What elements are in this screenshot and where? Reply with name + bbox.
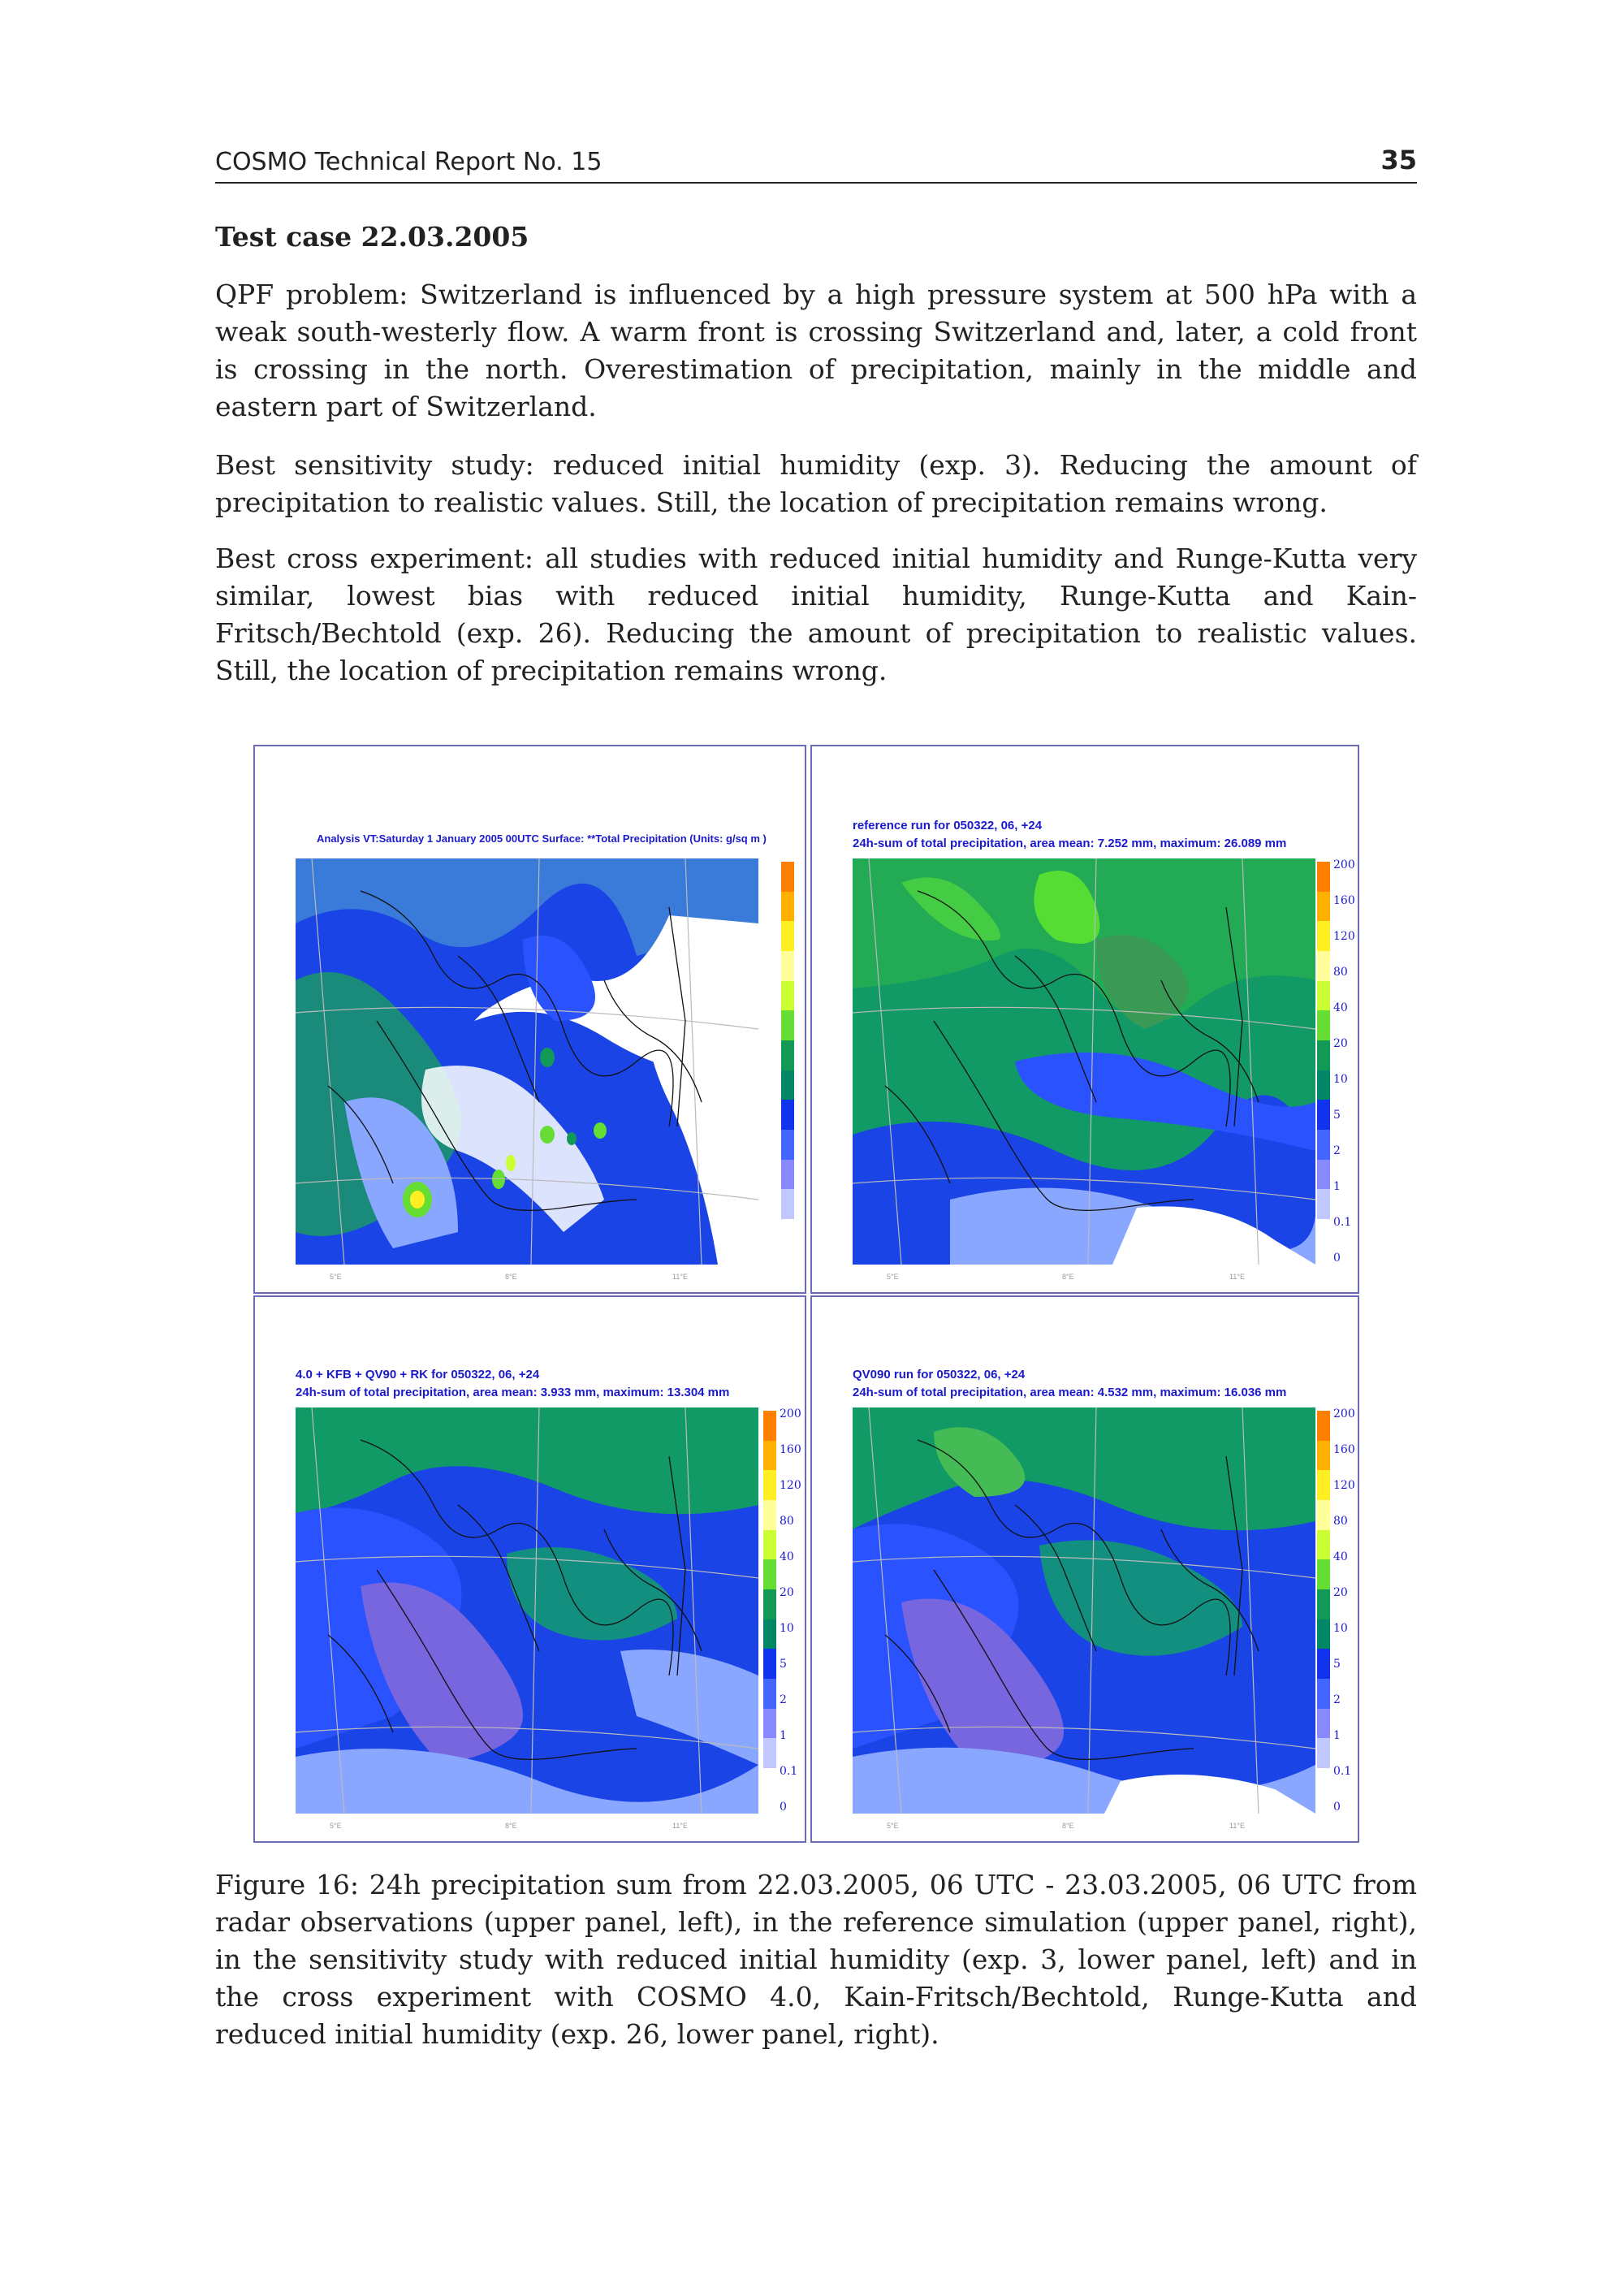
colorbar-label: 200: [1333, 1407, 1355, 1420]
section-title: Test case 22.03.2005: [215, 221, 529, 253]
figure-caption: Figure 16: 24h precipitation sum from 22.03.2005, 06 UTC - 23.03.2005, 06 UTC from radar observations (upper panel, left), in the reference simulation (upper panel, right), in the sensitivity study with reduced initial humidity (exp. 3, lower panel, left) and in the cross experiment with COSMO 4.0, Kain-Fritsch/Bechtold, Runge-Kutta and reduced initial humidity (exp. 26, lower panel, right).: [215, 1869, 1417, 2050]
colorbar-label: 0: [1333, 1252, 1341, 1265]
panel-exp26: [253, 1295, 806, 1843]
colorbar-label: 1: [1333, 1180, 1341, 1193]
colorbar-label: 10: [1333, 1073, 1348, 1086]
panel-radar-axis-label-1: 5°E: [330, 1273, 342, 1281]
colorbar-label: 5: [780, 1658, 787, 1671]
panel-exp26-map: [296, 1407, 758, 1814]
panel-exp3-axis-label-2: 8°E: [1062, 1822, 1074, 1830]
panel-exp3-title-line2: 24h-sum of total precipitation, area mean: 4.532 mm, maximum: 16.036 mm: [853, 1386, 1287, 1399]
colorbar-label: 200: [1333, 858, 1355, 871]
colorbar-label: 2: [1333, 1144, 1341, 1157]
paragraph-best-cross: Best cross experiment: all studies with reduced initial humidity and Runge-Kutta very similar, lowest bias with reduced initial humidity, Runge-Kutta and Kain-Fritsch/Bechtold (exp. 26). Reducing the amount of precipitation to realistic values. Still, the location of precipitation remains wrong.: [215, 543, 1417, 686]
colorbar-label: 2: [1333, 1693, 1341, 1706]
panel-radar-axis-label-3: 11°E: [672, 1273, 688, 1281]
page-number: 35: [1380, 145, 1417, 175]
colorbar-label: 0.1: [1333, 1765, 1352, 1778]
colorbar-label: 160: [1333, 894, 1355, 907]
panel-exp3-axis-label-3: 11°E: [1229, 1822, 1245, 1830]
panel-radar: [253, 745, 806, 1294]
colorbar-label: 0: [780, 1801, 787, 1814]
colorbar-label: 120: [780, 1479, 801, 1492]
panel-exp26-axis-label-1: 5°E: [330, 1822, 342, 1830]
panel-exp3-colorbar: [1317, 1411, 1330, 1768]
colorbar-label: 120: [1333, 1479, 1355, 1492]
colorbar-label: 20: [1333, 1037, 1348, 1050]
colorbar-label: 40: [1333, 1001, 1348, 1014]
colorbar-label: 5: [1333, 1658, 1341, 1671]
panel-exp26-axis-label-3: 11°E: [672, 1822, 688, 1830]
colorbar-label: 10: [780, 1622, 794, 1635]
panel-reference-title-line2: 24h-sum of total precipitation, area mean: 7.252 mm, maximum: 26.089 mm: [853, 837, 1287, 850]
colorbar-label: 20: [1333, 1586, 1348, 1599]
panel-radar-map: [296, 858, 758, 1265]
colorbar-label: 40: [780, 1550, 794, 1563]
panel-exp3-map: [853, 1407, 1315, 1814]
panel-reference-axis-label-3: 11°E: [1229, 1273, 1245, 1281]
panel-exp3: [810, 1295, 1359, 1843]
colorbar-label: 160: [780, 1443, 801, 1456]
colorbar-label: 80: [780, 1515, 794, 1528]
panel-radar-colorbar: [781, 862, 794, 1219]
panel-reference: [810, 745, 1359, 1294]
panel-reference-colorbar: [1317, 862, 1330, 1219]
colorbar-label: 160: [1333, 1443, 1355, 1456]
colorbar-label: 200: [780, 1407, 801, 1420]
panel-exp3-axis-label-1: 5°E: [887, 1822, 899, 1830]
colorbar-label: 40: [1333, 1550, 1348, 1563]
panel-exp26-colorbar-labels: [780, 1407, 804, 1814]
panel-exp26-colorbar: [763, 1411, 776, 1768]
page-header: [215, 145, 1417, 184]
panel-radar-axis-label-2: 8°E: [505, 1273, 517, 1281]
panel-exp26-title-line1: 4.0 + KFB + QV90 + RK for 050322, 06, +24: [296, 1368, 540, 1381]
panel-reference-colorbar-labels: [1333, 858, 1358, 1265]
colorbar-label: 80: [1333, 966, 1348, 979]
paragraph-qpf-problem: QPF problem: Switzerland is influenced by a high pressure system at 500 hPa with a weak south-westerly flow. A warm front is crossing Switzerland and, later, a cold front is crossing in the north. Overestimation of precipitation, mainly in the middle and eastern part of Switzerland.: [215, 279, 1417, 422]
panel-exp26-axis-label-2: 8°E: [505, 1822, 517, 1830]
colorbar-label: 0.1: [1333, 1216, 1352, 1229]
colorbar-label: 1: [780, 1729, 787, 1742]
colorbar-label: 80: [1333, 1515, 1348, 1528]
figure-16: [253, 745, 1359, 1843]
paragraph-best-sensitivity: Best sensitivity study: reduced initial humidity (exp. 3). Reducing the amount of precipitation to realistic values. Still, the location of precipitation remains wrong.: [215, 449, 1417, 518]
colorbar-label: 20: [780, 1586, 794, 1599]
colorbar-label: 120: [1333, 930, 1355, 943]
panel-exp3-colorbar-labels: [1333, 1407, 1358, 1814]
panel-exp3-title-line1: QV090 run for 050322, 06, +24: [853, 1368, 1026, 1381]
colorbar-label: 10: [1333, 1622, 1348, 1635]
colorbar-label: 5: [1333, 1109, 1341, 1122]
colorbar-swatch: [781, 862, 794, 892]
panel-exp26-title-line2: 24h-sum of total precipitation, area mean: 3.933 mm, maximum: 13.304 mm: [296, 1386, 730, 1399]
colorbar-label: 0.1: [780, 1765, 798, 1778]
panel-radar-title: Analysis VT:Saturday 1 January 2005 00UTC Surface: **Total Precipitation (Units: g/sq m ): [317, 832, 767, 845]
colorbar-label: 1: [1333, 1729, 1341, 1742]
panel-reference-map: [853, 858, 1315, 1265]
panel-reference-title-line1: reference run for 050322, 06, +24: [853, 819, 1043, 832]
colorbar-label: 0: [1333, 1801, 1341, 1814]
panel-reference-axis-label-2: 8°E: [1062, 1273, 1074, 1281]
colorbar-label: 2: [780, 1693, 787, 1706]
panel-reference-axis-label-1: 5°E: [887, 1273, 899, 1281]
report-title: COSMO Technical Report No. 15: [215, 148, 603, 176]
